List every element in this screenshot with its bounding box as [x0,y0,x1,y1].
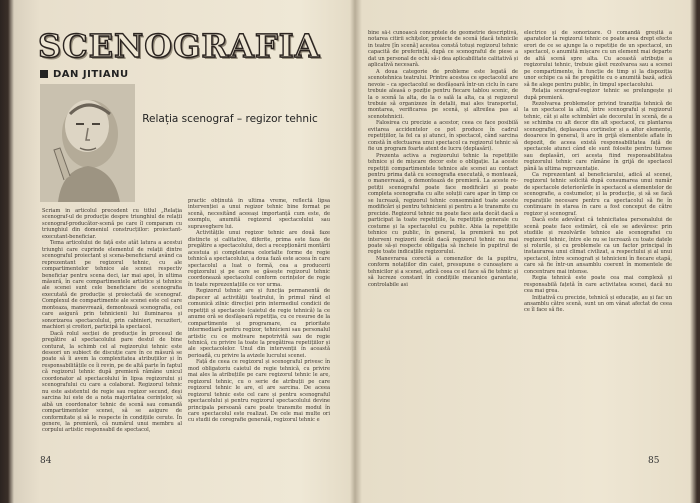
page-number-left: 84 [40,456,52,466]
paragraph: Față de ceea ce regizorul și scenograful privesc în mod obligatoriu caietul de regie tehnică, cu privire mai ales la atribuțiile pe care regizorul tehnic le are, regizorul tehnic, cu o serie de atribuții pe care regizorul tehnic le are, el are sarcina. De aceea regizorul tehnic este cel care și pentru scenograful spectacolului și pentru regizorul spectacolului devine principala persoană care poate transmite modul în care spectacolul este realizat. De cele mai multe ori cu studii de coregrafie generală, regizorul tehnic e [188,359,330,424]
portrait-sketch [40,84,135,202]
bullet-square-icon [40,70,48,78]
paragraph: Tema articolului de față este atât latura a acestui triunghi care cuprinde elementul de relații dintre scenograful proiectant și scena-beneficiarul având ca reprezentant pe regizorul tehnic, cu ale compartimentelor tehnice ale scenei respectiv beneficiar pentru scena deci, iar mai apoi, în ultima măsură, în care compartimentele artistice și tehnice ale scenei sunt cele beneficiare de scenografia executată de producție și proiectată de scenograf. Complexul de compartimente ale scenei este cel care monteaza, manevrează, demontează scenografia, cel care asigură prin tehnicienii lui iluminarea și sonorizarea spectacolului, prin cabinieri, recuziteri, machiori și croitori, participă la spectacol. [42,240,182,331]
paragraph: Manevrarea corectă a comenzilor de la pupitru, conform notațiilor din caiet, presupune o cunoaștere a tehnicilor și a scenei, adică ceea ce el face să fie tehnic și să lucreze constant în condițiile mecanice garantate, controlabile asi [368,255,518,288]
paragraph: Ca reprezentant al beneficiarului, adică al scenei, regizorul tehnic solicită după consumarea unui număr de spectacole deteriorările în spectacol a elementelor de scenografie, a costumelor, și la producție, și să se facă reparațiile necesare pentru ca spectacolul să fie în continuare în starea în care a fost conceput de către regizor și scenograf. [524,171,672,217]
paragraph: Falosirea cu precizie a acestor, ceea ce face posibilă evitarea accidentelor ce pot produce în cadrul repetițiilor, la fel ca și atunci, în spectacol, când sarcina constă în efectuarea unui spectacol ca regizorul tehnic să fie un program foarte atent de lucru (deplasări). [368,120,518,153]
paragraph: Inițiativă cu precizie, tehnică și educație, au și fac un ansamblu către scenă, sunt un om vânat afectat de ceea ce îl face să fie. [524,294,672,314]
article-title: Relația scenograf – regizor tehnic [142,113,318,125]
paragraph: Dacă este adevărat că tehnicitatea personalului de scenă poate face estimări, că ele se adevăresc prin studiile și rezolvările tehnice ale scenografiei cu regizorul tehnic, între ele nu se lucrează cu toate datele și rolurile, și cu problemele ca un factor principal în instaurarea unui climat civilizat, a respectului și al unui spectacol, între scenografi și tehnicieni în fiecare etapă, care să fie într-un ansamblu coerent în momentele de concentrare mai intense. [524,217,672,275]
paragraph: Regia tehnică este poate cea mai complexă și responsabilă fațetă în care activitatea scenei, dacă nu cea mai grea. [524,275,672,295]
paragraph: Dacă rolul secției de producție în procesul de pregătire al spectacolului pare destul de bine conturat, la schimb cel al regizorului tehnic este deseori un subiect de discuție care în ce măsură se poate să îi avem la complexitatea atribuțiilor și în responsabilitățile ce îi revin, pe de altă parte în faptul că regizorul tehnic după premieră rămâne unicul coordonator al spectacolului în lipsa regizorului și scenografului cu care a colaborat. Regizorul tehnic nu este asistentul de regie sau regizor secund, deși sarcina lui este de a nota majoritatea cerințelor, să aibă un coordonator tehnic de scenă sau comandă compartimentelor scenei, să se asigure de conformitate și să le respecte în condițiile cerute. În genere, la premieră, că numărul unui membru al corpului artistic responsabil de spectacol, [42,330,182,434]
paragraph: Relația scenograf-regizor tehnic se prelungește și după premieră. [524,88,672,101]
author-name: DAN JITIANU [53,68,129,80]
author-portrait [40,84,135,202]
right-column-1 [368,30,518,448]
paragraph: Regizorul tehnic are și funcția permanentă de dispecer al activității teatrului, în primul rând el comunică zilnic direcției prin intermediul condicii de repetiții și spectacole (caietul de regie tehnică) la ce anume oră se desfășoară repetiția, cu ce resurse de la compartimente și programare, cu prioritate intermediară pentru regizor, tehnicieni sau personalul artistic cu ce motivare nepotrivită sau de regie tehnică, cu privire la toate la pregătirea repetițiilor și ale spectacolelor. Unul din intervenții în această perioadă, cu privire la avizele lucrului scenei. [188,288,330,359]
paragraph: Rezolvarea problemelor privind tranziția tehnică de la un spectacol la altul, între scenograful și regizorul tehnic, cât și alte schimbări ale decorului în scenă, de a se schimba cu alt decor din alt spectacol, cu plantarea scenografiei, deplasarea cortinelor și a altor elemente, deoarece în general, îi are în grijă elementele aflate în depozit, de aceea există responsabilitatea față de spectacole atunci când ele sunt folosite pentru turnee sau deplasări, ori acesta fiind responsabilitatea regizorului tehnic care rămâne în grijă de spectacol până la ultima reprezentație. [524,100,672,172]
right-column-2 [524,30,672,400]
left-column-1 [42,208,182,448]
page-number-right: 85 [648,456,660,466]
paragraph: electrice și de sonorizare. O comandă greșită a aparatelor la regizorul tehnic ce poate avea drept efecte erori de ce se ajunge la o repetiție de un spectacol, un spectacol, o anumită mișcare cu un element mai departe de altă scenă spre alta. Cu această atribuție a regizorului tehnic, trebuie găsit rezolvarea sau a scenei pe compartimente, în funcție de timp și la dispoziția unor echipe ca să fie pregătite cu o anumită bază, adică să fie alege pentru public, în timpul spectacolului. [524,30,672,88]
paragraph: Prezenta activa a regizorului tehnic la repetițiile tehnice și de mișcare decor este o obligație. La aceste repetiții compartimentele tehnice ale scenei au contact pentru prima dată cu scenografia executată, o montează, o manevrează, o demontează de premieră. La aceste repetiții scenograful poate face modificări și poate completa scenografia cu alte soluții care apar în timp ce se lucrează, regizorul tehnic consemnând toate aceste modificări și pentru tehnicieni și pentru a le transmite cu precizie. Regizorul tehnic nu poate face asta decât dacă a participat la toate repetițiile, la repetițiile generale cu costume și la spectacolul cu public. Abia la repetițiile tehnice cu public, în general, la premieră nu pot interveni regizorii decât dacă regizorul tehnic nu mai poate să-și respecte obligația să încheie în pupitrul de regie toate indicațiile regizorului. [368,152,518,256]
article-heading: SCENOGRAFIA [38,27,321,65]
paragraph: Scriam în articolul precedent cu titlul „Relația scenograf-ul de producție despre triunghiul de relații scenograf-producător-scenă pe care îl comparam cu triunghiul din domeniul construcțiilor: proiectant-executant-beneficiar. [42,208,182,240]
paragraph: bine să-i cunoască conceptele de geometrie descriptivă, notarea citirii schițelor, proiecte de scenă (dacă tehnicile in teatre [în scenă] acestea constă totuși regizorul tehnic capacită de preferință, după ce scenograful de piese a dat un personal de ochi să-i dea aplicabilitate calitativă și aplicativă necesară. [368,30,518,69]
paragraph: practic obținută în ultima vreme, reflectă lipsa intervenției a unui regizor tehnic bine format pe scenă, necesitând aceeași importanță cum este, de exemplu, anumită regizorul spectacolului sau supraveghere lui. [188,198,330,230]
paragraph: Activitățile unui regizor tehnic are două faze distincte și calitative, diferite, prima este faza de pregătire a spectacolului, deci a recepționării montării acestuia și completarea celorlalte forme de regie tehnică a spectacolului, a doua fază este aceea în care spectacolul a luat o formă, cea a producerii regizorului și pe care se găsește regizorul tehnic coordonează spectacolul conform cerințelor de regie în toate reprezentațiile ce vor urma. [188,230,330,288]
left-column-2 [188,198,330,448]
author-byline [40,67,160,81]
paragraph: A doua categorie de probleme este legată de scenotehnica teatrului. Printre acestea ce spectacolul are nevoie – ca spectacolul se desfășoară într-un ciclu în care trebuie aleasă o poziție pentru fiecare tablou scenic, de la o scenă la alta, de la o sală la alta, ca și regizorul trebuie să organizeze în detalii, mai ales transportul, montarea, verificarea pe scenă, și altreilea pas al scenotehnicii. [368,68,518,120]
